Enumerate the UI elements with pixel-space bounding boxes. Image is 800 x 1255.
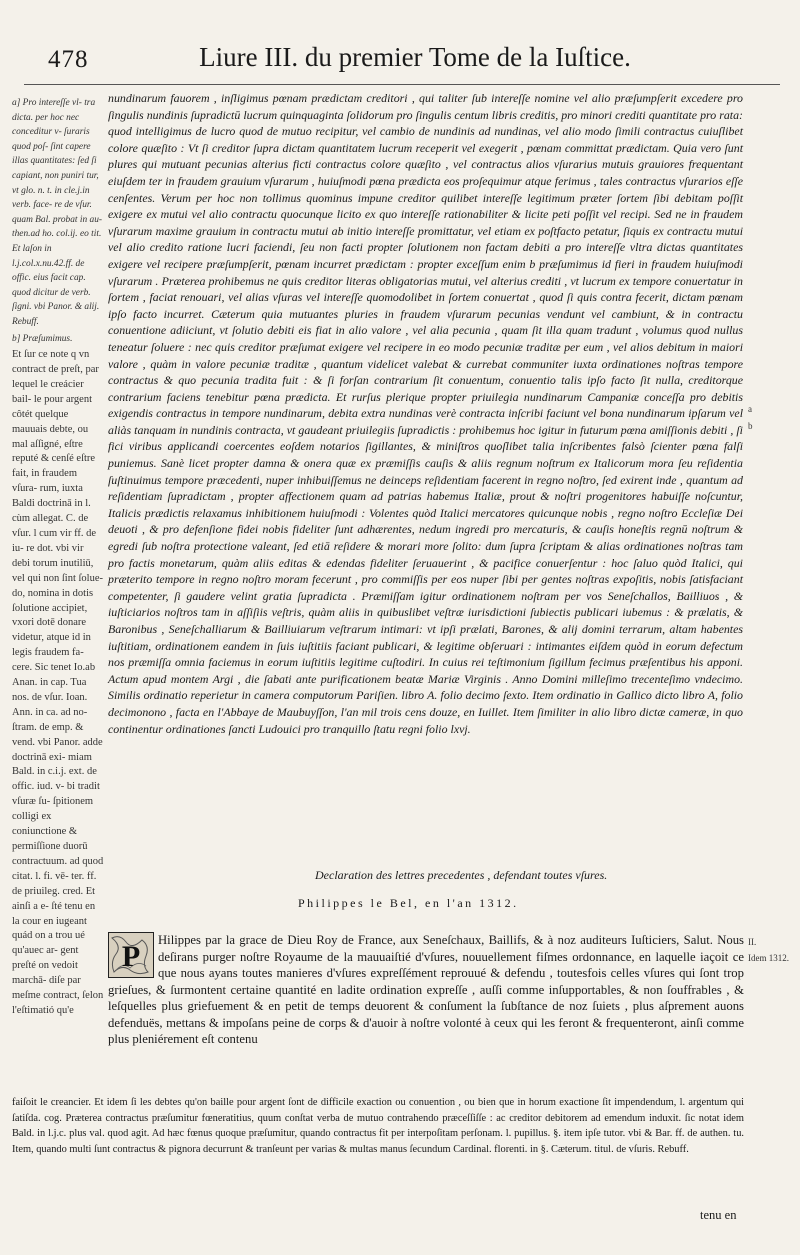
latin-ordinance-text <box>108 90 743 737</box>
margin-marker-b: b <box>748 421 753 431</box>
french-paragraph: Hilippes par la grace de Dieu Roy de France, aux Seneſchaux, Baillifs, & à noz auditeurs Iuſticiers, Salut. Nous deſirans purger noſtre Royaume de la mauuaiſtié d'vſures, nouuellement fiſmes ordonnance, en laquelle iaçoit ce que nous ayans toutes manieres d'vſures expreſſément reprouué & defendu , toutesfois celles vſures qui ſont trop grieſues, & ſurmontent certaine quantité en ladite ordination expreſſe , auſſi comme inſupportables, & non ſouffrables , & leſquelles plus griefuement & en petit de temps deuorent & conſument la ſubſtance de noz ſuiets , plus aſprement auons defenduës, mettans & impoſans peine de corps & d'auoir à noſtre volonté à ceux qui les feront & frequenteront, ainſi comme plus pleniérement eſt contenu <box>108 933 744 1046</box>
side-reference-number: II. <box>748 937 757 947</box>
margin-note-b: b] Præſumimus. <box>12 333 73 344</box>
svg-text:P: P <box>121 940 141 973</box>
running-title: Liure III. du premier Tome de la Iuſtice. <box>199 42 631 72</box>
decorated-initial-icon <box>108 932 154 978</box>
page-number: 478 <box>48 46 89 73</box>
catchword: tenu en <box>700 1208 737 1222</box>
latin-paragraph: nundinarum fauorem , inſligimus pœnam prædictam creditori , qui taliter ſub intereſſe nomine vel alio præſumpſerit excedere pro ſingulis nundinis ſupradictū lucrum quinquaginta ſolidorum pro ſingulis centum libris creditis, pro minori crediti quantitate pro rata: quod intelligimus de lucro quod de mutuo recipitur, vel cambio de nundinis ad nundinas, vel alio modo ſimili contractus cuiuſlibet colore quæſito : Vt ſi creditor ſupra dictam quantitatem lucrum receperit vel exegerit , pœnam committat prædictam. Quia vero ſunt plures qui mutuant pecunias alterius ficti contractus colore quæſito , vel contractus alios vſurarius mutuis grauiores frequentant eiuſdem ter in fraudem grauium vſurarum , huiuſmodi pœna prædicta eos proſequimur atque ferimus , tales contractus vſurarios eſſe cenſentes. Verum per hoc non tollimus quominus impune creditor quilibet intereſſe legitimum præter ſortem ſibi debitam poſſit exigere ex mutui vel alio contractu quocunque licito ex quo intereſſe rationabiliter & licite peti poſſit vel recipi. Sed ne in fraudem vſurarum maxime grauium in contractu mutui ab initio intereſſe promittatur, vel etiam ex poſtfacto petatur, ſiquis ex contractu mutui vel alio credito ratione lucri faciendi, ſeu non facti propter ſolutionem non factam debiti a pro intereſſe vltra dictas quantitates exigere vel recipere præſumpſerit, pœnam incurret prædictam : propter exceſſum enim b præſumimus id fieri in fraudem huiuſmodi vſurarum . Præterea prohibemus ne quis creditor literas obligatorias mutui, vel alterius crediti , vt lucrum ex tempore conuertatur in ſortem , faciat renouari, vel alias vſuras vel intereſſe quomodolibet in ſortem conuertat , quod ſi quis contra fecerit, dictam pœnam ipſo facto incurret. Cæterum quia mutuantes pluries in fraudem vſurarum pecunias vendunt vel cambiunt, & in contractu conuentione adiiciunt, vt ſolutio debiti eis fiat in alio valore , vel alia pecunia , quam ſit illa quam tradunt , volumus quod nullus teneatur ſoluere : nec quis creditor præſumat exigere vel recipere in eo modo pecuniæ traditæ per eum , vel alios debitum in maiori valore , quàm in valore pecuniæ traditæ , quantum videlicet valebat & currebat communiter iuxta ordinationes noſtras tempore contractus & quo pecunia tradita fuit : & ſi forſan contrarium ſit conuentum, conuentio talis ipſo facto ſit nulla, creditorque contrarium faciens tenebitur pœna prædicta. Et rurſus plerique propter priuilegia nundinarum Campaniæ conceſſa pro debitis exigendis contractus in tempore nundinarum, debita extra nundinas verè contracta inſcribi faciunt vel bona nundinarum ipſarum vel aliàs tanquam in nundinis contracta, vt gaudeant priuilegiis ſupradictis : prohibemus hoc igitur in futurum pœna amiſſionis debiti , ſi fici viribus applicandi coercentes eoſdem notarios ſigillantes, & miniſtros quoſlibet talia inſcribentes falsò ſcienter pœna falſi puniemus. Sanè licet propter damna & onera quæ ex præmiſſis cauſis & aliis regnum noſtrum ex Italicorum mora ſeu reſidentia ſuſtinuimus tempore præcedenti, nuper inhibuiſſemus ne deinceps reſidentiam facerent in regno noſtro, ſed exirent inde , quantum ad reſidentiam ſupradictam , propter affectionem quam ad patrias habemus Italiæ, prout & noſtri progenitores habuiſſe noſcuntur, Italicis prædictis relaxamus inhibitionem huiuſmodi : Volentes quòd Italici mercatores quicunque nobis , regno noſtro Eccleſiæ Dei deuoti , & pro defenſione fidei nobis fideliter ſunt adhærentes, nedum ingredi pro mercaturis, & cauſis honeſtis regnū noſtrum & egredi ſub noſtra protectione valeant, ſed etiā reſidere & morari more ſolito: dum ſupra ſcriptam & alias ordinationes noſtras tam pro factis monetarum, quàm aliis editas & edendas fideliter ſeruauerint , & pacifice conuerſentur : hoc ſaluo quòd Italici, qui præterito tempore in regno noſtro moram fecerunt , pro commiſſis per eos nuper ſibi per gentes noſtras expoſitis, nobis ſatisfaciant competenter, ſi gaudere velint gratia ſupradicta . Præmiſſam igitur ordinationem noſtram per vos Seneſchallos, Bailliuos , & iuſticiarios noſtros tam in aſſiſiis veſtris, quàm aliis in quibuslibet veſtræ iurisdictioni ſubiectis publicari iubemus : & prælatis, & Baronibus , Seneſchalliarum & Bailliuiarum veſtrarum intimari: vt ipſi prælati, Barones, & alij domini terrarum, altam habentes iuſtitiam, ordinationem eandem in ſuis iuſtitiis faciant publicari, & legitime obſeruari : intimantes eiſdem quòd in eorum defectum nos præmiſſa omnia faciemus in eorum iuſtitiis legitime cuſtodiri. In cuius rei teſtimonium ſigillum fecimus præſentibus his apponi. Actum apud montem Argi , die ſabati ante purificationem beatæ Mariæ Virginis . Anno Domini milleſimo trecenteſimo vndecimo. Similis ordinatio reperietur in camera computorum Pariſien. libro A. folio decimo ſexto. Item ordinatio in Gallico dicto libro A, folio decimonono , facta en l'Abbaye de Maubuyſſon, l'an mil trois cens douze, en Iuillet. Item ſimiliter in alio libro dictæ cameræ, in quo continentur ordinationes ſancti Ludouici pro tranquillo ſtatu regni folio lxvj. <box>108 91 743 736</box>
margin-note-a: a] Pro intereſſe vl- tra dicta. per hoc nec conceditur v- ſuraris quod poſ- ſint capere illas quantitates: ſed ſi capiant, non puniri tur, vt glo. n. t. in cle.j.in verb. face- re de vſur. quam Bal. probat in au- then.ad ho. col.ij. eo tit. Et laſon in l.j.col.x.nu.42.ff. de offic. eius facit cap. quod dicitur de verb. ſigni. vbi Panor. & alij. Rebuff. <box>12 98 103 327</box>
french-declaration-text <box>108 932 744 1048</box>
header-rule <box>24 84 780 85</box>
left-margin-notes <box>12 96 104 1019</box>
declaration-heading: Declaration des lettres precedentes , defendant toutes vſures. <box>315 868 608 882</box>
margin-note-french: Et ſur ce note q vn contract de preſt, par lequel le creácier bail- le pour argent côtét quelque mauuais debte, ou mal aſſigné, eſtre reputé & cenſé eſtre fait, in fraudem vſura- rum, iuxta Baldi doctrinā in l. cùm allegat. C. de vſur. l cum vir ff. de iu- re dot. vbi vir debi torum inutiliū, vel qui non ſint ſolue- do, nomina in dotis ſolutione accipiet, vxori dotē donare videtur, atque id in legis fraudem fa- cere. Sic tenet Io.ab Anan. in cap. Tua nos. de vſur. Ioan. Ann. in ca. ad no- ſtram. de emp. & vend. vbi Panor. adde doctrinā exi- miam Bald. in c.i.j. ext. de offic. iud. v- bi tradit vſuræ ſu- ſpitionem colligi ex coniunctione & permiſſione duorū contractuum. ad quod citat. l. fi. vē- ter. ff. de priuileg. cred. Et ainſi a e- ſté tenu en la cour en iugeant quád on a trou ué qu'auec ar- gent preſté on vedoit marchā- diſe par meſme contract, ſelon l'eſtimatió qu'e <box>12 349 104 1016</box>
side-reference-text: Idem 1312. <box>748 953 789 963</box>
continuation-note: faiſoit le creancier. Et idem ſi les debtes qu'on baille pour argent ſont de difficile exaction ou conuention , ou bien que in horum exactione ſit impendendum, l. argentum qui ſatiſda. cog. Præterea contractus præſumitur fœneratitius, quum conſtat verba de mutuo contrahendo præceſſiſſe : ac creditor debitorem ad emendum induxit. ſic notat idem Bald. in l.j.c. plus val. quod agit. Ad hæc fœnus quoque præſumitur, quando contractus fit per interpoſitam perſonam. l. pupillus. §. item ipſe tutor. vbi & Bar. ff. de authen. tu. Item, quando multi ſunt contractus & pignora decurrunt & tranſeunt per varias & multas manus ſecundum Cardinal. florenti. in §. Cæterum. titul. de vſuris. Rebuff. <box>12 1097 744 1155</box>
declaration-king-line: Philippes le Bel, en l'an 1312. <box>298 896 519 910</box>
margin-marker-a: a <box>748 404 752 414</box>
